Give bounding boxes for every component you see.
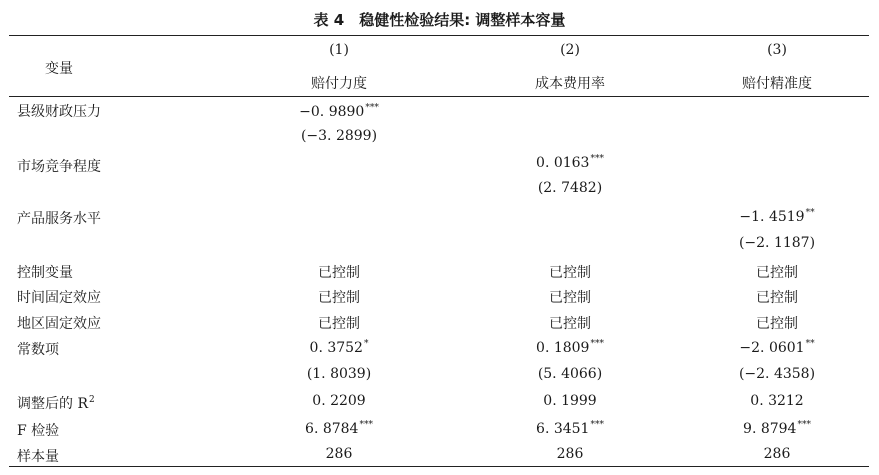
region-fe-col3: 已控制 [756,316,798,332]
coef-value: 9. 8794 [743,421,797,437]
significance-stars: *** [590,339,604,349]
constant-tstat-col1: (1. 8039) [306,366,372,382]
significance-stars: *** [365,103,379,113]
header-variable-label: 变量 [45,61,73,77]
constant-col2 [505,339,635,356]
time-fe-col1: 已控制 [318,290,360,306]
constant-tstat-col3: (−2. 4358) [738,366,816,382]
row-label-controls: 控制变量 [17,265,73,281]
n-obs-col3: 286 [763,446,791,462]
adj-r2-col1: 0. 2209 [312,393,366,409]
significance-stars: *** [590,420,604,430]
coef-service-level [712,208,842,225]
controls-col3: 已控制 [756,265,798,281]
row-label-adj-r2 [17,393,95,413]
region-fe-col2: 已控制 [549,316,591,332]
row-label-market-comp: 市场竞争程度 [17,159,101,175]
significance-stars: *** [797,420,811,430]
coef-value: 6. 8784 [305,421,359,437]
coef-value: 6. 3451 [536,421,590,437]
time-fe-col3: 已控制 [756,290,798,306]
tstat-service-level: (−2. 1187) [738,235,816,251]
n-obs-col2: 286 [556,446,584,462]
coef-value: −1. 4519 [739,209,805,225]
significance-stars: ** [805,339,815,349]
row-label-time-fe: 时间固定效应 [17,290,101,306]
row-label-f-test: F 检验 [17,423,60,439]
significance-stars: *** [590,154,604,164]
coef-value: −2. 0601 [739,340,805,356]
tstat-county-fiscal: (−3. 2899) [300,128,378,144]
controls-col2: 已控制 [549,265,591,281]
time-fe-col2: 已控制 [549,290,591,306]
row-label-service-level: 产品服务水平 [17,211,101,227]
significance-stars: ** [805,208,815,218]
f-test-col1 [274,420,404,437]
significance-stars: * [363,339,369,349]
constant-col1 [274,339,404,356]
table-title: 表 4 稳健性检验结果: 调整样本容量 [313,11,566,29]
adj-r2-col2: 0. 1999 [543,393,597,409]
significance-stars: *** [359,420,373,430]
top-rule [9,35,869,36]
f-test-col3 [712,420,842,437]
adj-r2-text: 调整后的 R [17,396,88,412]
coef-market-comp [505,154,635,171]
coef-value: 0. 0163 [536,155,590,171]
coef-value: −0. 9890 [299,104,365,120]
row-label-n-obs: 样本量 [17,449,59,465]
adj-r2-superscript: 2 [89,395,95,405]
column-name-1: 赔付力度 [311,76,367,92]
column-number-3: (3) [767,42,787,58]
constant-col3 [712,339,842,356]
f-test-col2 [505,420,635,437]
row-label-region-fe: 地区固定效应 [17,316,101,332]
tstat-market-comp: (2. 7482) [537,180,603,196]
controls-col1: 已控制 [318,265,360,281]
column-number-1: (1) [329,42,349,58]
column-name-2: 成本费用率 [535,76,605,92]
adj-r2-col3: 0. 3212 [750,393,804,409]
bottom-rule [9,466,869,467]
coef-county-fiscal [274,103,404,120]
coef-value: 0. 3752 [309,340,363,356]
row-label-constant: 常数项 [17,342,59,358]
coef-value: 0. 1809 [536,340,590,356]
constant-tstat-col2: (5. 4066) [537,366,603,382]
column-name-3: 赔付精准度 [742,76,812,92]
n-obs-col1: 286 [325,446,353,462]
column-number-2: (2) [560,42,580,58]
row-label-county-fiscal: 县级财政压力 [17,104,101,120]
region-fe-col1: 已控制 [318,316,360,332]
header-rule [9,96,869,97]
